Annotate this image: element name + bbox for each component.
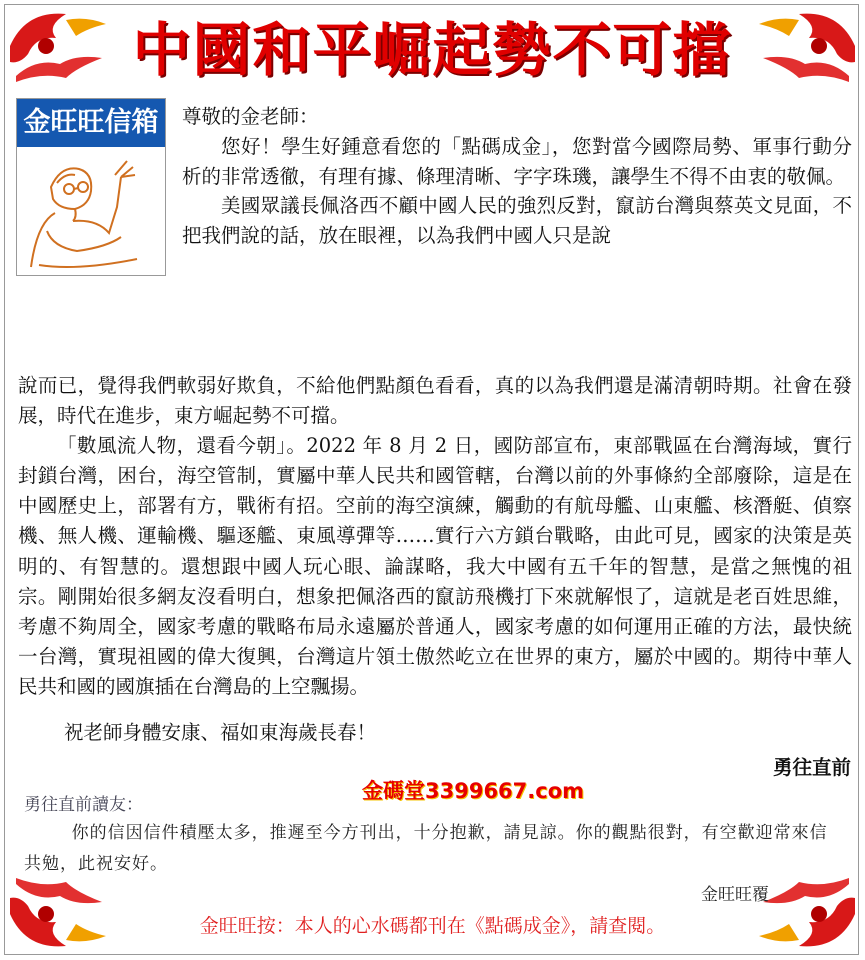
- mailbox-badge: [16, 98, 166, 276]
- paragraph: 「數風流人物，還看今朝」。2022 年 8 月 2 日，國防部宣布，東部戰區在台灣海域，實行封鎖台灣，困台，海空管制，實屬中華人民共和國管轄，台灣以前的外事條約全部廢除，這是在中國歷史上，部署有方，戰術有招。空前的海空演練，觸動的有航母艦、山東艦、核潛艇、偵察機、無人機、運輸機、驅逐艦、東風導彈等……實行六方鎖台戰略，由此可見，國家的決策是英明的、有智慧的。還想跟中國人玩心眼、論謀略，我大中國有五千年的智慧，是當之無愧的祖宗。剛開始很多網友沒看明白，想象把佩洛西的竄訪飛機打下來就解恨了，這就是老百姓思維，考慮不夠周全，國家考慮的戰略布局永遠屬於普通人，國家考慮的如何運用正確的方法，最快統一台灣，實現祖國的偉大復興，台灣這片領土傲然屹立在世界的東方，屬於中國的。期待中華人民共和國的國旗插在台灣島的上空飄揚。: [18, 434, 852, 698]
- page-title: 中國和平崛起勢不可擋: [132, 16, 733, 84]
- reply-signature: 金旺旺覆: [701, 885, 769, 905]
- reply-salutation: 勇往直前讀友：: [24, 795, 143, 815]
- reply-body: 你的信因信件積壓太多，推遲至今方刊出，十分抱歉，請見諒。你的觀點很對，有空歡迎常來信共勉，此祝安好。: [24, 823, 828, 874]
- badge-label: 金旺旺信箱: [17, 99, 165, 147]
- closing-blessing: 祝老師身體安康、福如東海歲長春！: [64, 721, 377, 744]
- teacher-sketch-icon: [17, 147, 165, 275]
- paragraph: 美國眾議長佩洛西不顧中國人民的強烈反對，竄訪台灣與蔡英文見面，不把我們說的話，放在眼裡，以為我們中國人只是說: [182, 194, 852, 248]
- salutation: 尊敬的金老師：: [182, 105, 319, 128]
- paragraph: 您好！學生好鍾意看您的「點碼成金」，您對當今國際局勢、軍事行動分析的非常透徹，有理有據、條理清晰、字字珠璣，讓學生不得不由衷的敬佩。: [182, 134, 852, 188]
- letter-body-main: [18, 371, 852, 702]
- footer-note: 金旺旺按：本人的心水碼都刊在《點碼成金》，請查閱。: [199, 915, 666, 937]
- website-watermark: 金碼堂3399667.com: [362, 779, 585, 803]
- letter-signature: 勇往直前: [772, 756, 851, 779]
- letter-body-top: [182, 102, 852, 251]
- paragraph: 說而已，覺得我們軟弱好欺負，不給他們點顏色看看，真的以為我們還是滿清朝時期。社會在發展，時代在進步，東方崛起勢不可擋。: [18, 374, 852, 428]
